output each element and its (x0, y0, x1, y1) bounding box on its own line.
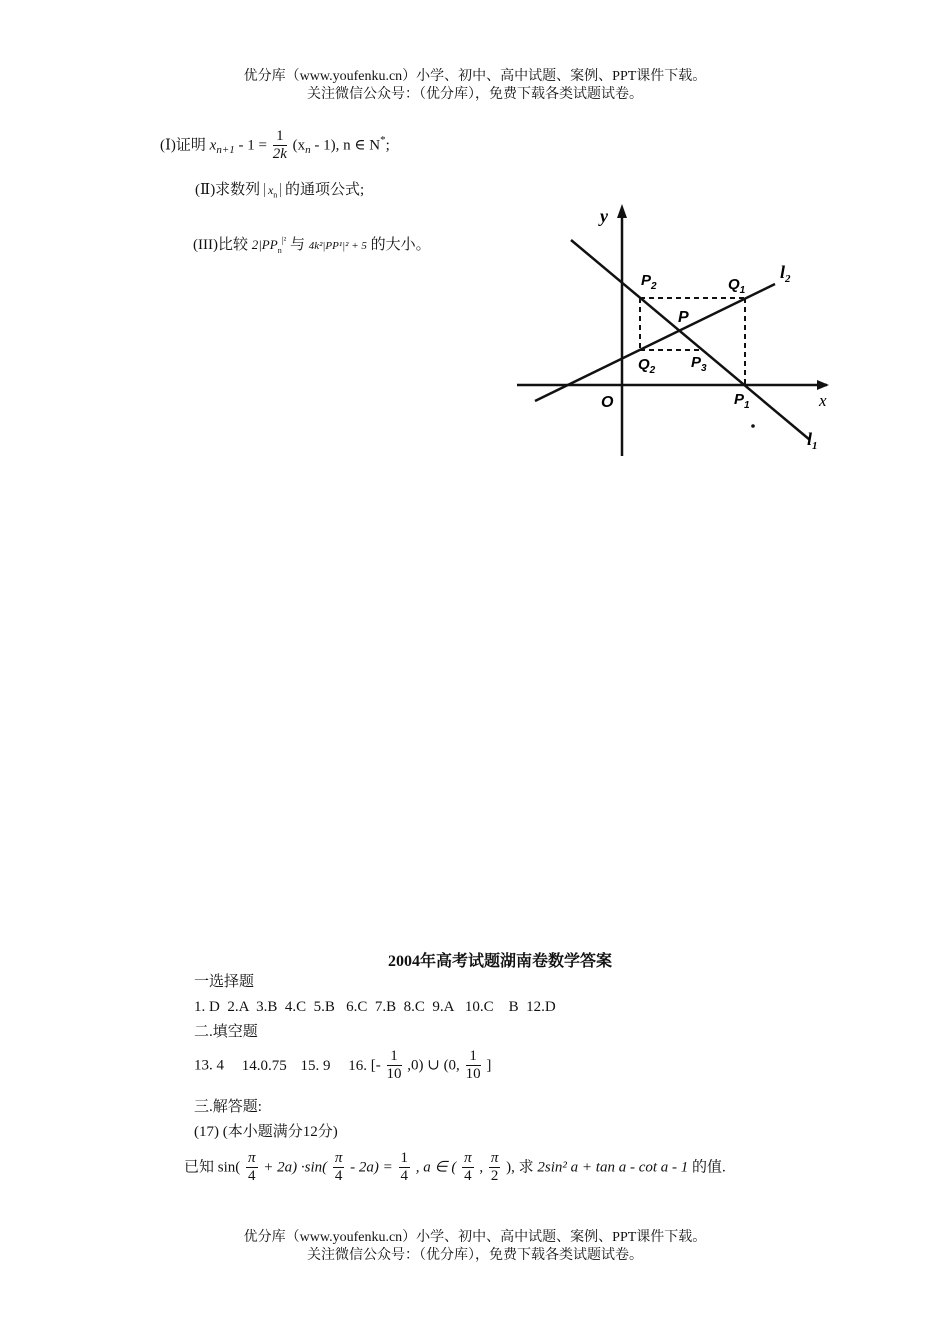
q17-frac-pi4-a (246, 1150, 258, 1185)
fill-13: 13. 4 (194, 1057, 224, 1074)
label-l1 (807, 429, 818, 452)
x-axis-arrow (817, 380, 829, 390)
fill-14: 14.0.75 (241, 1057, 287, 1074)
answer-title: 2004年高考试题湖南卷数学答案 (387, 953, 612, 970)
question-part-3 (193, 230, 431, 261)
footer-line-1: 优分库（www.youfenku.cn）小学、初中、高中试题、案例、PPT课件下载。 (243, 1230, 707, 1245)
label-x: x (819, 391, 827, 410)
fill-16-open: [- (370, 1057, 381, 1074)
part1-rhs: (x (292, 137, 306, 154)
fill-16-num1: 1 (387, 1048, 402, 1066)
y-axis-arrow (617, 204, 627, 218)
label-p1 (734, 391, 750, 411)
part3-mid: 与 (289, 237, 305, 253)
q17-frac-quarter (399, 1150, 411, 1185)
fill-16-frac1 (387, 1048, 402, 1083)
label-y: y (600, 206, 608, 226)
section-fill: 二.填空题 (194, 1024, 258, 1040)
q17-pi-a: π (248, 1150, 256, 1166)
part1-rhs-tail: - 1), n ∈ N (314, 137, 381, 154)
fill-answers (194, 1048, 491, 1090)
label-p3-sub: 3 (701, 363, 707, 374)
question-part-1 (160, 128, 390, 170)
label-l1-sub: 1 (812, 440, 818, 452)
part1-star: * (380, 133, 386, 146)
q17-known: 已知 (184, 1159, 215, 1176)
q17-one: 1 (400, 1150, 409, 1166)
part2-seq: x (267, 183, 274, 197)
label-q2-sub: 2 (649, 365, 656, 376)
label-p: P (678, 309, 689, 326)
q17-heading: (17) (本小题满分12分) (194, 1124, 338, 1140)
q17-a-in: , a ∈ ( (415, 1159, 457, 1176)
question-part-2 (195, 180, 364, 205)
stray-dot (751, 424, 755, 428)
part1-minus1: - 1 = (238, 137, 267, 154)
section-solve: 三.解答题: (194, 1099, 262, 1115)
part3-tail: 的大小。 (370, 237, 431, 253)
part3-expr2: 4k²|PP¹|² + 5 (308, 240, 367, 252)
q17-comma: , (479, 1159, 484, 1176)
part1-lhs-sub: n+1 (216, 143, 235, 156)
choice-answers: 1. D 2.A 3.B 4.C 5.B 6.C 7.B 8.C 9.A 10.C B 12.D (194, 999, 556, 1015)
label-p1-sub: 1 (744, 400, 750, 411)
q17-pi-b: π (334, 1150, 343, 1166)
q17-minus2a: - 2a) = (350, 1159, 393, 1176)
part1-frac-den: 2k (272, 146, 287, 162)
q17-four-b: 4 (334, 1168, 343, 1184)
q17-plus2a: + 2a) ·sin( (263, 1159, 328, 1176)
part2-tail: 的通项公式; (285, 182, 365, 198)
label-p2-sub: 2 (651, 281, 657, 292)
q17-two: 2 (490, 1168, 499, 1184)
label-p3-main: P (691, 354, 702, 371)
label-l2-main: l (780, 262, 786, 282)
label-o: O (601, 394, 614, 411)
part2-label: (Ⅱ)求数列 (195, 182, 261, 198)
fill-16-den1: 10 (386, 1066, 402, 1082)
q17-find: 求 (518, 1159, 534, 1176)
part1-frac-num: 1 (273, 128, 287, 146)
label-l2-sub: 2 (785, 273, 791, 285)
q17-tail: 的值. (692, 1159, 726, 1176)
fill-16-frac2 (466, 1048, 481, 1083)
part3-expr1-sub: n (277, 246, 282, 255)
q17-frac-pi4-c (462, 1150, 474, 1185)
label-q1-sub: 1 (739, 285, 746, 296)
q17-four-a: 4 (248, 1168, 256, 1184)
q17-frac-pi2 (489, 1150, 501, 1185)
label-q2 (638, 356, 656, 376)
part3-expr1: 2|PP (251, 237, 278, 252)
fill-16-den2: 10 (465, 1066, 481, 1082)
fill-16-label: 16. (348, 1057, 367, 1074)
q17-sin1: sin( (217, 1159, 241, 1176)
coordinate-figure (505, 188, 845, 468)
q17-four-c: 4 (400, 1168, 409, 1184)
label-l1-main: l (807, 429, 813, 449)
label-p1-main: P (734, 391, 745, 408)
label-l2 (780, 262, 791, 285)
label-q1-main: Q (728, 276, 740, 293)
q17-pi-c: π (464, 1150, 472, 1166)
part1-semicolon: ; (385, 137, 390, 154)
footer-line-2: 关注微信公众号：（优分库），免费下载各类试题试卷。 (307, 1248, 643, 1263)
header-line-2: 关注微信公众号：（优分库），免费下载各类试题试卷。 (307, 87, 643, 102)
label-p2-main: P (641, 272, 652, 289)
part1-fraction (273, 128, 287, 163)
q17-close: ), (506, 1159, 515, 1176)
label-q1 (728, 276, 746, 296)
part3-expr1-sup: |² (281, 235, 287, 245)
fill-16-close: ] (486, 1057, 492, 1074)
header-line-1: 优分库（www.youfenku.cn）小学、初中、高中试题、案例、PPT课件下载。 (243, 69, 707, 84)
q17-four-d: 4 (464, 1168, 472, 1184)
part1-label: (Ⅰ)证明 (160, 137, 206, 154)
part3-label: (III)比较 (193, 237, 248, 253)
part2-seq-sub: n (273, 190, 278, 200)
q17-frac-pi4-b (333, 1150, 345, 1185)
fill-16-mid: ,0) ∪ (0, (407, 1057, 460, 1074)
q17-statement (184, 1150, 726, 1192)
part2-seq-box (264, 183, 281, 200)
q17-pi-d: π (490, 1150, 499, 1166)
q17-expr: 2sin² a + tan a - cot a - 1 (537, 1159, 689, 1176)
section-choice: 一选择题 (194, 974, 255, 990)
fill-15: 15. 9 (300, 1057, 331, 1074)
fill-16-num2: 1 (466, 1048, 481, 1066)
part1-lhs: x (209, 137, 217, 154)
label-p2 (641, 272, 657, 292)
part1-rhs-sub: n (305, 143, 311, 156)
label-q2-main: Q (638, 356, 650, 373)
line-l2 (535, 284, 775, 401)
label-p3 (691, 354, 707, 374)
